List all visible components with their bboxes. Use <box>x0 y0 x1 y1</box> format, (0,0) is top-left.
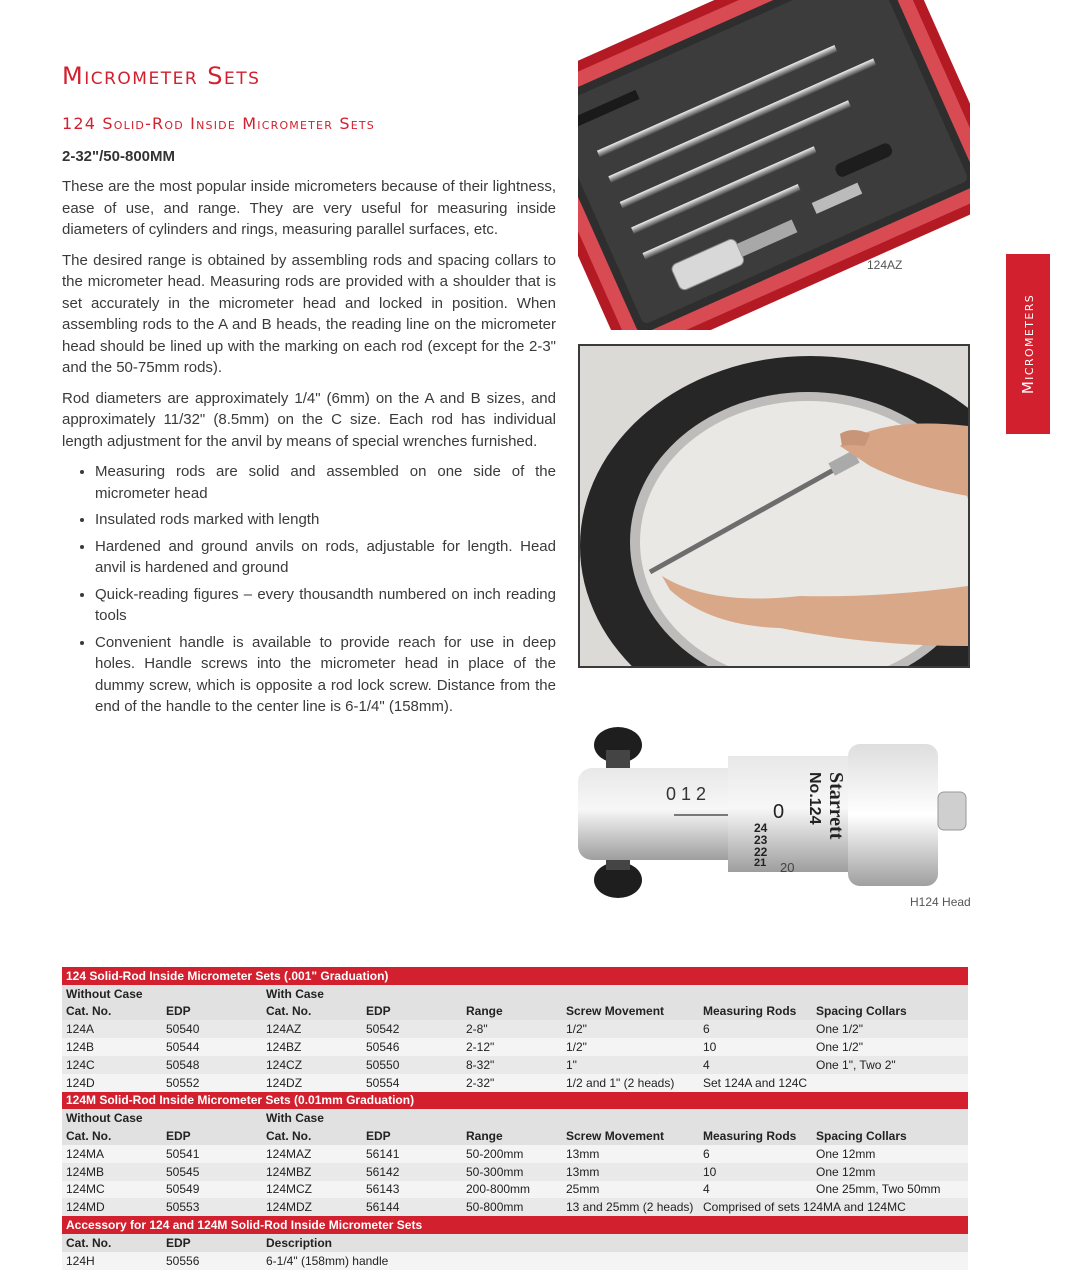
section-header: 124M Solid-Rod Inside Micrometer Sets (0.01mm Graduation) <box>62 1092 968 1110</box>
table-cell: 6-1/4" (158mm) handle <box>262 1252 968 1270</box>
table-cell: 2-32" <box>462 1074 562 1092</box>
list-item: • Quick-reading figures – every thousandth numbered on inch reading tools <box>95 584 556 627</box>
table-row <box>62 1145 968 1163</box>
table-cell: 1/2 and 1" (2 heads) <box>562 1074 699 1092</box>
table-cell: One 1", Two 2" <box>812 1056 968 1074</box>
table-row <box>62 1038 968 1056</box>
column-header: Cat. No. <box>62 1003 162 1021</box>
group-header: Without Case <box>62 985 262 1003</box>
thimble-21: 21 <box>754 857 767 869</box>
column-header: Description <box>262 1234 968 1252</box>
table-cell: 124MBZ <box>262 1163 362 1181</box>
table-cell: 124MA <box>62 1145 162 1163</box>
table-row <box>62 1020 968 1038</box>
table-cell: 124H <box>62 1252 162 1270</box>
table-cell: 10 <box>699 1038 812 1056</box>
table-cell: 56143 <box>362 1181 462 1199</box>
head-caption: H124 Head <box>910 895 971 909</box>
table-cell: 124CZ <box>262 1056 362 1074</box>
thimble-zero: 0 <box>773 801 785 823</box>
table-row <box>62 1074 968 1092</box>
table-cell: 50-800mm <box>462 1198 562 1216</box>
list-item: • Hardened and ground anvils on rods, adjustable for length. Head anvil is hardened and ground <box>95 536 556 579</box>
column-header: Cat. No. <box>262 1127 362 1145</box>
thimble-22: 22 <box>754 845 768 859</box>
measurement-photo <box>578 344 970 668</box>
table-cell: 124A <box>62 1020 162 1038</box>
column-header: EDP <box>162 1234 262 1252</box>
group-header: With Case <box>262 1109 968 1127</box>
column-header: EDP <box>362 1003 462 1021</box>
table-cell: 1/2" <box>562 1020 699 1038</box>
table-cell: 13 and 25mm (2 heads) <box>562 1198 699 1216</box>
description <box>62 176 556 723</box>
table-cell: 124MAZ <box>262 1145 362 1163</box>
table-cell: 2-8" <box>462 1020 562 1038</box>
table-cell: 50548 <box>162 1056 262 1074</box>
table-cell: 6 <box>699 1145 812 1163</box>
table-cell: 124MDZ <box>262 1198 362 1216</box>
table-cell: 50544 <box>162 1038 262 1056</box>
table-cell: 50552 <box>162 1074 262 1092</box>
sleeve-scale: 0 1 2 <box>666 784 707 804</box>
table-cell: 50541 <box>162 1145 262 1163</box>
table-cell: Comprised of sets 124MA and 124MC <box>699 1198 968 1216</box>
list-item: • Insulated rods marked with length <box>95 509 556 531</box>
paragraph: The desired range is obtained by assembling rods and spacing collars to the micrometer head. Measuring rods are provided with a shoulder that is set accurately in the micrometer head and locked in position. When assembling rods to the A and B heads, the reading line on the micrometer head should be lined up with the marking on each rod (except for the 2-3" and the 50-75mm rods). <box>62 251 556 376</box>
table-cell: 13mm <box>562 1145 699 1163</box>
column-header: Range <box>462 1003 562 1021</box>
case-caption: 124AZ <box>867 258 903 272</box>
feature-list <box>62 461 556 718</box>
column-header: Spacing Collars <box>812 1127 968 1145</box>
table-cell: One 25mm, Two 50mm <box>812 1181 968 1199</box>
table-cell: 50546 <box>362 1038 462 1056</box>
table-cell: 50542 <box>362 1020 462 1038</box>
table-cell: 6 <box>699 1020 812 1038</box>
table-cell: One 1/2" <box>812 1020 968 1038</box>
table-cell: 124MCZ <box>262 1181 362 1199</box>
column-header: Cat. No. <box>62 1234 162 1252</box>
column-header: EDP <box>362 1127 462 1145</box>
paragraph: These are the most popular inside micrometers because of their lightness, ease of use, and range. They are very useful for measuring inside diameters of cylinders and rings, measuring parallel surfaces, etc. <box>62 178 556 238</box>
table-cell: Set 124A and 124C <box>699 1074 968 1092</box>
table-cell: One 12mm <box>812 1145 968 1163</box>
list-item: • Measuring rods are solid and assembled on one side of the micrometer head <box>95 461 556 504</box>
section-header: Accessory for 124 and 124M Solid-Rod Inside Micrometer Sets <box>62 1216 968 1234</box>
page-title: Micrometer Sets <box>62 62 261 90</box>
table-row <box>62 1181 968 1199</box>
section-tab-label: Micrometers <box>1019 293 1037 395</box>
table-cell: 50553 <box>162 1198 262 1216</box>
table-cell: 50-200mm <box>462 1145 562 1163</box>
table-cell: 50556 <box>162 1252 262 1270</box>
size-range: 2-32"/50-800MM <box>62 148 175 165</box>
table-cell: 13mm <box>562 1163 699 1181</box>
case-photo <box>578 0 970 330</box>
table-cell: 4 <box>699 1056 812 1074</box>
table-cell: 124DZ <box>262 1074 362 1092</box>
table-cell: 124MC <box>62 1181 162 1199</box>
column-header: Cat. No. <box>262 1003 362 1021</box>
model-engraving: No.124 <box>806 772 823 825</box>
table-row <box>62 1252 968 1270</box>
table-cell: 56142 <box>362 1163 462 1181</box>
table-cell: 124D <box>62 1074 162 1092</box>
head-photo <box>578 720 970 905</box>
thimble-23: 23 <box>754 833 768 847</box>
table-cell: One 12mm <box>812 1163 968 1181</box>
table-cell: 1" <box>562 1056 699 1074</box>
table-cell: 25mm <box>562 1181 699 1199</box>
table-cell: 2-12" <box>462 1038 562 1056</box>
column-header: Screw Movement <box>562 1127 699 1145</box>
column-header: Screw Movement <box>562 1003 699 1021</box>
list-item: • Convenient handle is available to provide reach for use in deep holes. Handle screws into the micrometer head in place of the dummy screw, which is opposite a rod lock screw. Distance from the end of the handle to the center line is 6-1/4" (158mm). <box>95 632 556 718</box>
table-cell: 56141 <box>362 1145 462 1163</box>
table-cell: 200-800mm <box>462 1181 562 1199</box>
table-cell: 124MB <box>62 1163 162 1181</box>
table-cell: 124MD <box>62 1198 162 1216</box>
column-header: Range <box>462 1127 562 1145</box>
table-cell: 50554 <box>362 1074 462 1092</box>
section-title: 124 Solid-Rod Inside Micrometer Sets <box>62 114 375 133</box>
table-cell: 50549 <box>162 1181 262 1199</box>
section-header: 124 Solid-Rod Inside Micrometer Sets (.001" Graduation) <box>62 967 968 985</box>
table-cell: 124C <box>62 1056 162 1074</box>
column-header: EDP <box>162 1127 262 1145</box>
thimble-20: 20 <box>780 860 795 875</box>
table-cell: 4 <box>699 1181 812 1199</box>
section-tab <box>1006 254 1050 434</box>
table-row <box>62 1198 968 1216</box>
brand-engraving: Starrett <box>825 772 847 840</box>
table-cell: 8-32" <box>462 1056 562 1074</box>
table-cell: 124B <box>62 1038 162 1056</box>
table-row <box>62 1163 968 1181</box>
table-cell: 1/2" <box>562 1038 699 1056</box>
column-header: Cat. No. <box>62 1127 162 1145</box>
table-cell: 10 <box>699 1163 812 1181</box>
table-cell: 50-300mm <box>462 1163 562 1181</box>
column-header: EDP <box>162 1003 262 1021</box>
table-cell: 50550 <box>362 1056 462 1074</box>
column-header: Spacing Collars <box>812 1003 968 1021</box>
group-header: With Case <box>262 985 968 1003</box>
group-header: Without Case <box>62 1109 262 1127</box>
table-cell: 50545 <box>162 1163 262 1181</box>
thimble-24: 24 <box>754 821 768 835</box>
paragraph: Rod diameters are approximately 1/4" (6mm) on the A and B sizes, and approximately 11/32" (8.5mm) on the C size. Each rod has individual length adjustment for the anvil by means of special wrenches furnished. <box>62 389 556 450</box>
table-cell: One 1/2" <box>812 1038 968 1056</box>
table-cell: 124BZ <box>262 1038 362 1056</box>
spec-table <box>62 967 968 1270</box>
table-cell: 124AZ <box>262 1020 362 1038</box>
column-header: Measuring Rods <box>699 1127 812 1145</box>
table-cell: 56144 <box>362 1198 462 1216</box>
table-cell: 50540 <box>162 1020 262 1038</box>
column-header: Measuring Rods <box>699 1003 812 1021</box>
table-row <box>62 1056 968 1074</box>
